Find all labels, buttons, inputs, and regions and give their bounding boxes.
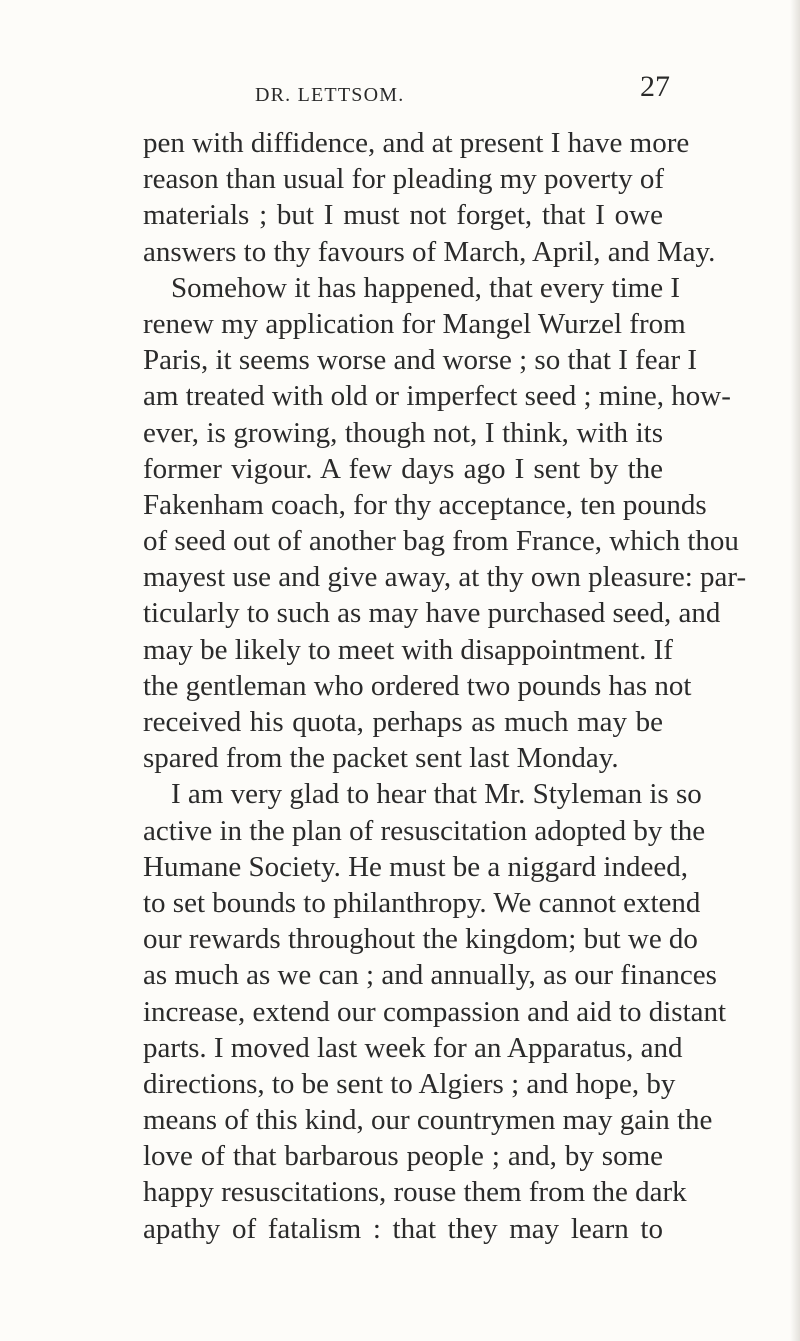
text-line: means of this kind, our countrymen may gain the [143, 1104, 713, 1137]
text-line: Paris, it seems worse and worse ; so that I fear I [143, 344, 698, 377]
text-line: ever, is growing, though not, I think, with its [143, 416, 663, 449]
page-number: 27 [640, 70, 670, 103]
body-text [143, 125, 747, 1247]
text-line: materials ; but I must not forget, that I owe [143, 199, 663, 232]
text-line: directions, to be sent to Algiers ; and hope, by [143, 1067, 676, 1100]
text-line: answers to thy favours of March, April, and May. [143, 235, 716, 268]
paragraph-start-line: I am very glad to hear that Mr. Styleman is so [171, 778, 702, 811]
text-line: Fakenham coach, for thy acceptance, ten pounds [143, 488, 707, 521]
text-line: ticularly to such as may have purchased seed, and [143, 597, 721, 630]
text-line: of seed out of another bag from France, which thou [143, 525, 739, 558]
text-line: may be likely to meet with disappointment. If [143, 633, 673, 666]
text-line: the gentleman who ordered two pounds has not [143, 669, 692, 702]
text-line: renew my application for Mangel Wurzel from [143, 307, 686, 340]
text-line: Humane Society. He must be a niggard indeed, [143, 850, 688, 883]
page-edge-shadow [790, 0, 800, 1341]
running-head: DR. LETTSOM. [255, 84, 405, 106]
text-line: mayest use and give away, at thy own pleasure: par- [143, 561, 747, 594]
text-line: love of that barbarous people ; and, by some [143, 1140, 663, 1173]
text-line: reason than usual for pleading my poverty of [143, 163, 665, 196]
text-line: received his quota, perhaps as much may be [143, 706, 663, 738]
text-line: spared from the packet sent last Monday. [143, 742, 619, 775]
text-line: happy resuscitations, rouse them from the dark [143, 1176, 687, 1209]
paragraph-start-line: Somehow it has happened, that every time I [171, 271, 680, 304]
text-line: former vigour. A few days ago I sent by the [143, 452, 663, 485]
text-line: parts. I moved last week for an Apparatus, and [143, 1031, 683, 1064]
text-line: apathy of fatalism : that they may learn to [143, 1212, 663, 1245]
text-line: am treated with old or imperfect seed ; mine, how- [143, 380, 731, 413]
text-line: increase, extend our compassion and aid to distant [143, 995, 727, 1028]
text-line: pen with diffidence, and at present I have more [143, 127, 690, 159]
text-line: active in the plan of resuscitation adopted by the [143, 814, 706, 847]
text-line: our rewards throughout the kingdom; but we do [143, 923, 698, 956]
text-line: as much as we can ; and annually, as our finances [143, 959, 717, 992]
text-line: to set bounds to philanthropy. We cannot extend [143, 886, 701, 919]
